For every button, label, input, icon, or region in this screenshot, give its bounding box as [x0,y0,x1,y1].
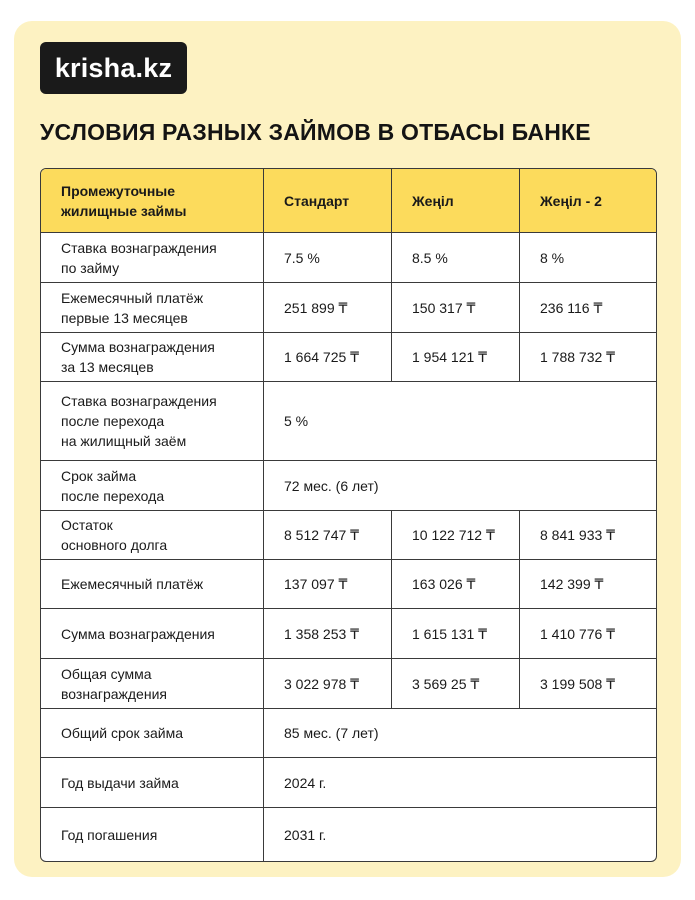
row-label: Ставка вознаграждения по займу [41,233,264,283]
cell-standard: 7.5 % [264,233,392,283]
cell-zhenil-2: 142 399 ₸ [520,560,656,609]
row-issue-year [41,758,656,808]
row-total-term [41,709,656,758]
cell-standard: 251 899 ₸ [264,283,392,333]
cell-merged: 85 мес. (7 лет) [264,709,656,758]
row-principal-balance [41,511,656,560]
row-label: Год погашения [41,808,264,861]
row-repayment-year [41,808,656,861]
page-title: УСЛОВИЯ РАЗНЫХ ЗАЙМОВ В ОТБАСЫ БАНКЕ [40,119,591,145]
cell-zhenil-2: 1 410 776 ₸ [520,609,656,659]
cell-zhenil: 1 954 121 ₸ [392,333,520,382]
cell-zhenil-2: 8 % [520,233,656,283]
row-label: Общая сумма вознаграждения [41,659,264,709]
cell-zhenil: 150 317 ₸ [392,283,520,333]
row-total-interest [41,659,656,709]
row-monthly-payment [41,560,656,609]
cell-zhenil: 10 122 712 ₸ [392,511,520,560]
cell-zhenil-2: 236 116 ₸ [520,283,656,333]
row-label: Год выдачи займа [41,758,264,808]
row-label: Ставка вознаграждения после перехода на жилищный заём [41,382,264,461]
cell-zhenil-2: 3 199 508 ₸ [520,659,656,709]
table-header-row [41,169,656,233]
header-loan-type: Промежуточные жилищные займы [41,169,264,233]
row-term-after-transition [41,461,656,511]
cell-merged: 5 % [264,382,656,461]
row-label: Ежемесячный платёж первые 13 месяцев [41,283,264,333]
cell-zhenil: 163 026 ₸ [392,560,520,609]
row-label: Срок займа после перехода [41,461,264,511]
cell-zhenil: 1 615 131 ₸ [392,609,520,659]
row-rate-after-transition [41,382,656,461]
row-label: Сумма вознаграждения за 13 месяцев [41,333,264,382]
cell-standard: 8 512 747 ₸ [264,511,392,560]
loan-conditions-table [40,168,657,862]
row-interest-sum [41,609,656,659]
cell-merged: 2024 г. [264,758,656,808]
cell-standard: 1 358 253 ₸ [264,609,392,659]
row-label: Остаток основного долга [41,511,264,560]
cell-merged: 2031 г. [284,826,327,843]
cell-zhenil: 3 569 25 ₸ [392,659,520,709]
header-zhenil-2: Жеңіл - 2 [520,169,656,233]
cell-merged: 72 мес. (6 лет) [264,461,656,511]
cell-zhenil-2: 8 841 933 ₸ [520,511,656,560]
cell-standard: 1 664 725 ₸ [264,333,392,382]
row-interest-rate [41,233,656,283]
krisha-logo[interactable]: krisha.kz [40,42,187,94]
header-zhenil: Жеңіл [392,169,520,233]
row-interest-sum-13 [41,333,656,382]
header-standard: Стандарт [264,169,392,233]
row-label: Ежемесячный платёж [41,560,264,609]
row-monthly-payment-13 [41,283,656,333]
row-label: Общий срок займа [41,709,264,758]
cell-standard: 3 022 978 ₸ [264,659,392,709]
cell-zhenil-2: 1 788 732 ₸ [520,333,656,382]
cell-zhenil: 8.5 % [392,233,520,283]
row-label: Сумма вознаграждения [41,609,264,659]
cell-standard: 137 097 ₸ [264,560,392,609]
